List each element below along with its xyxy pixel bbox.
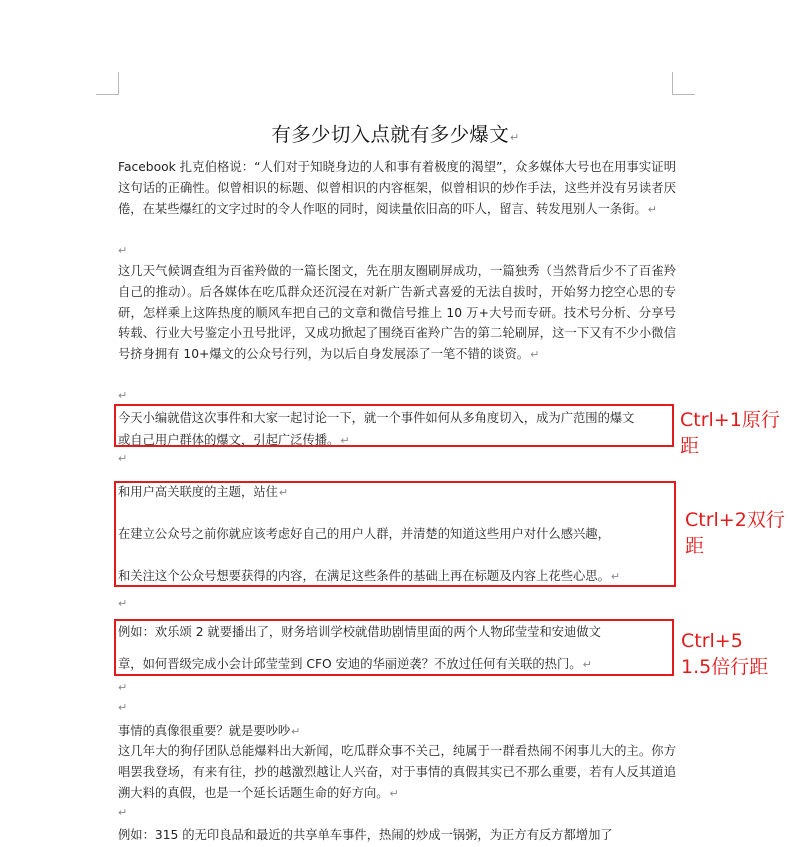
empty-paragraph[interactable]: ↵: [118, 701, 128, 714]
crop-mark-top-right-h: [672, 94, 695, 95]
paragraph-3-line-2[interactable]: 或自己用户群体的爆文，引起广泛传播。↵: [118, 433, 350, 447]
paragraph-5-line-1[interactable]: 例如：欢乐颂 2 就要播出了，财务培训学校就借助剧情里面的两个人物邱莹莹和安迪做文: [118, 625, 601, 639]
empty-paragraph[interactable]: ↵: [118, 389, 128, 402]
paragraph-6-heading[interactable]: 事情的真像很重要？就是要吵吵↵: [118, 724, 301, 738]
paragraph-4-line-1[interactable]: 和用户高关联度的主题，站住↵: [118, 485, 289, 499]
annotation-ctrl-2: Ctrl+2双行距: [685, 509, 785, 557]
highlight-box-single-spacing: [114, 404, 674, 447]
document-title[interactable]: 有多少切入点就有多少爆文↵: [271, 123, 520, 146]
crop-mark-top-right-v: [672, 72, 673, 94]
empty-paragraph[interactable]: ↵: [118, 244, 128, 257]
paragraph-7-line-1[interactable]: 例如：315 的无印良品和最近的共享单车事件，热闹的炒成一锅粥，为正方有反方都增加了: [118, 828, 613, 842]
paragraph-6-body[interactable]: 这几年大的狗仔团队总能爆料出大新闻，吃瓜群众事不关己，纯属于一群看热闹不闲事儿大的主。你方唱罢我登场，有来有往，抄的越激烈越让人兴奋，对于事情的真假其实已不那么重要，若有人反其道追溯大料的真假，也是一个延长话题生命的好方向。↵: [118, 744, 676, 800]
paragraph-2[interactable]: 这几天气候调查组为百雀羚做的一篇长图文，先在朋友圈刷屏成功，一篇独秀（当然背后少不了百雀羚自己的推动）。后各媒体在吃瓜群众还沉浸在对新广告新式喜爱的无法自拔时，开始努力挖空心思的专研，怎样乘上这阵热度的顺风车把自己的文章和微信号推上 10 万+大号而专研。技术号分析、分享号转载、行业大号鉴定小丑号批评，又成功掀起了围绕百雀羚广告的第二轮刷屏，这一下又有不少小微信号挤身拥有 10+爆文的公众号行列，为以后自身发展添了一笔不错的谈资。↵: [118, 264, 676, 362]
empty-paragraph[interactable]: ↵: [118, 452, 128, 465]
annotation-ctrl-5: Ctrl+5 1.5倍行距: [681, 630, 769, 678]
empty-paragraph[interactable]: ↵: [118, 681, 128, 694]
paragraph-5-line-2[interactable]: 章，如何晋级完成小会计邱莹莹到 CFO 安迪的华丽逆袭？不放过任何有关联的热门。↵: [118, 657, 592, 671]
paragraph-4-line-3[interactable]: 和关注这个公众号想要获得的内容，在满足这些条件的基础上再在标题及内容上花些心思。↵: [118, 569, 621, 583]
crop-mark-top-left-v: [118, 72, 119, 94]
highlight-box-one-half-spacing: [114, 619, 674, 676]
paragraph-1[interactable]: Facebook 扎克伯格说：“人们对于知晓身边的人和事有着极度的渴望”，众多媒体大号也在用事实证明这句话的正确性。似曾相识的标题、似曾相识的内容框架，似曾相识的炒作手法，这些并没有另读者厌倦，在某些爆红的文字过时的令人作呕的同时，阅读量依旧高的吓人，留言、转发甩别人一条街。↵: [118, 160, 676, 216]
highlight-box-double-spacing: [114, 481, 676, 587]
paragraph-3-line-1[interactable]: 今天小编就借这次事件和大家一起讨论一下，就一个事件如何从多角度切入，成为广范围的爆文: [118, 411, 635, 425]
empty-paragraph[interactable]: ↵: [118, 597, 128, 610]
paragraph-4-line-2[interactable]: 在建立公众号之前你就应该考虑好自己的用户人群，并清楚的知道这些用户对什么感兴趣，: [118, 527, 610, 541]
annotation-ctrl-1: Ctrl+1原行距: [680, 409, 780, 457]
empty-paragraph[interactable]: ↵: [118, 806, 128, 819]
crop-mark-top-left-h: [96, 94, 119, 95]
